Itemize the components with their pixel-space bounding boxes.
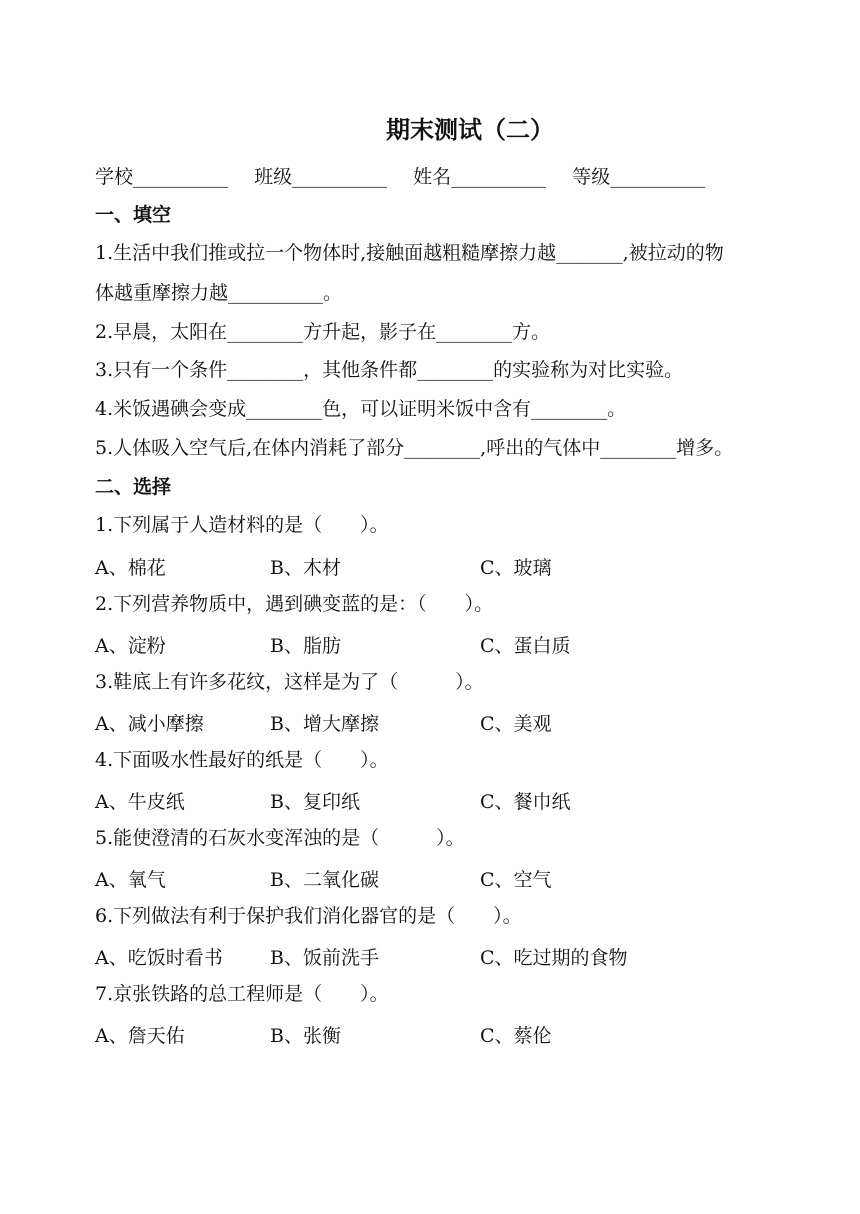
choice-q6-option-a: A、吃饭时看书 [95,947,223,969]
choice-q4-stem: 4.下面吸水性最好的纸是（ ）。 [95,749,389,771]
choice-q4-option-a: A、牛皮纸 [95,791,185,813]
choice-q1-stem: 1.下列属于人造材料的是（ ）。 [95,514,389,536]
choice-q5-option-a: A、氧气 [95,869,166,891]
choice-q6-option-c: C、吃过期的食物 [480,947,628,969]
fill-q3: 3.只有一个条件________，其他条件都________的实验称为对比实验。 [95,359,684,381]
choice-q2-stem: 2.下列营养物质中，遇到碘变蓝的是：（ ）。 [95,593,494,615]
choice-q6-stem: 6.下列做法有利于保护我们消化器官的是（ ）。 [95,905,522,927]
choice-q7-option-a: A、詹天佑 [95,1025,185,1047]
choice-q3-option-a: A、减小摩擦 [95,713,204,735]
name-field: 姓名__________ [413,166,547,188]
choice-q4-option-b: B、复印纸 [270,791,360,813]
fill-q1-line2: 体越重摩擦力越__________。 [95,282,343,304]
section2-heading: 二、选择 [95,476,172,498]
choice-q7-stem: 7.京张铁路的总工程师是（ ）。 [95,983,389,1005]
choice-q5-option-c: C、空气 [480,869,552,891]
fill-q5: 5.人体吸入空气后,在体内消耗了部分________,呼出的气体中________增多。 [95,437,734,459]
grade-field: 等级__________ [572,166,706,188]
choice-q6-option-b: B、饭前洗手 [270,947,379,969]
choice-q3-option-c: C、美观 [480,713,552,735]
choice-q3-stem: 3.鞋底上有许多花纹，这样是为了（ ）。 [95,671,484,693]
choice-q5-stem: 5.能使澄清的石灰水变浑浊的是（ ）。 [95,827,465,849]
fill-q2: 2.早晨，太阳在________方升起，影子在________方。 [95,321,551,343]
choice-q7-option-c: C、蔡伦 [480,1025,552,1047]
choice-q4-option-c: C、餐巾纸 [480,791,571,813]
choice-q2-option-a: A、淀粉 [95,635,166,657]
choice-q7-option-b: B、张衡 [270,1025,341,1047]
choice-q5-option-b: B、二氧化碳 [270,869,379,891]
choice-q1-option-a: A、棉花 [95,557,166,579]
fill-q4: 4.米饭遇碘会变成________色，可以证明米饭中含有________。 [95,398,627,420]
choice-q3-option-b: B、增大摩擦 [270,713,379,735]
page-title: 期末测试（二） [386,116,554,144]
fill-q1-line1: 1.生活中我们推或拉一个物体时,接触面越粗糙摩擦力越_______,被拉动的物 [95,242,724,264]
choice-q2-option-b: B、脂肪 [270,635,341,657]
choice-q2-option-c: C、蛋白质 [480,635,571,657]
class-field: 班级__________ [254,166,388,188]
school-field: 学校__________ [95,166,229,188]
section1-heading: 一、填空 [95,204,172,226]
choice-q1-option-b: B、木材 [270,557,341,579]
student-info-row [95,165,725,190]
choice-q1-option-c: C、玻璃 [480,557,552,579]
